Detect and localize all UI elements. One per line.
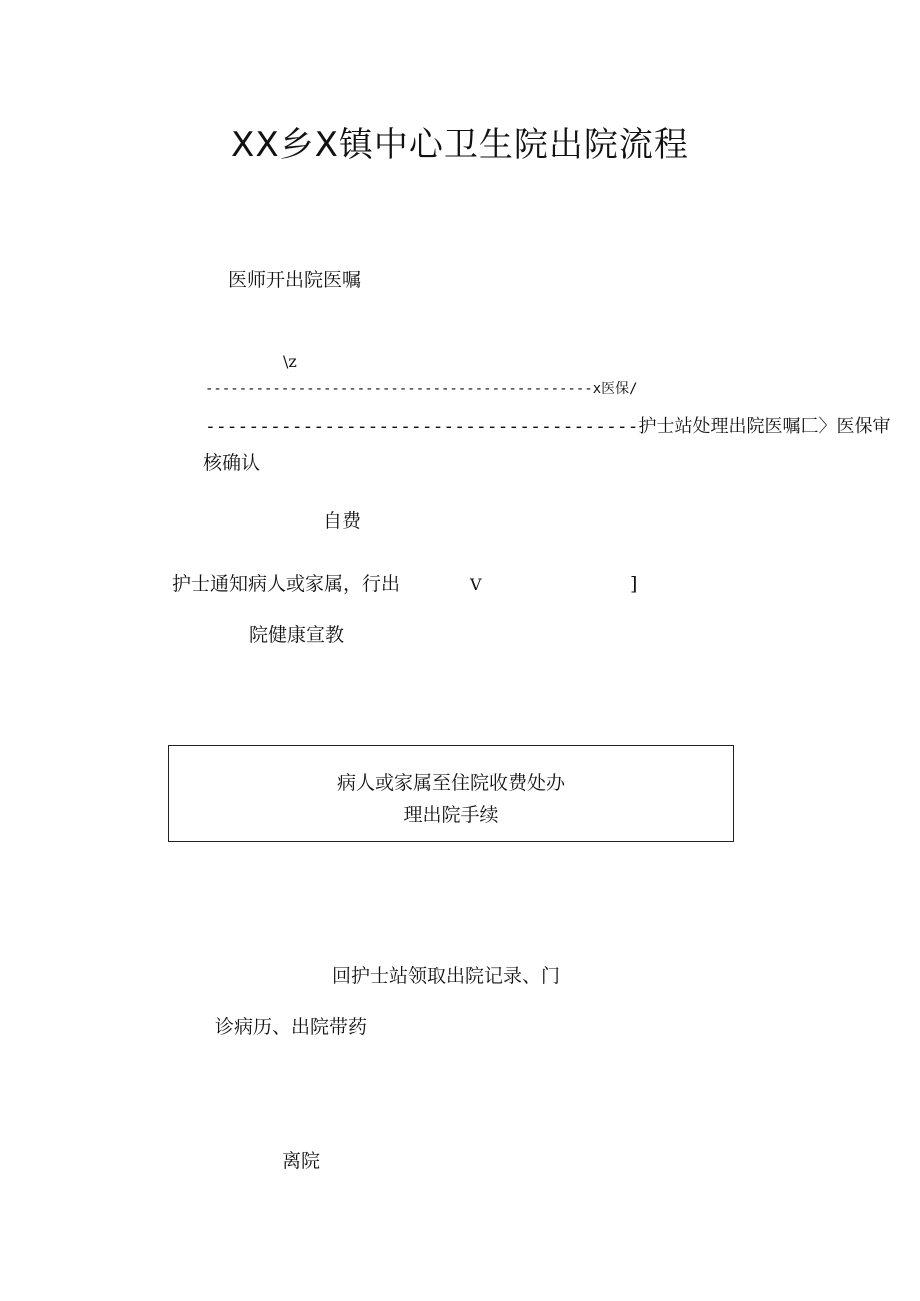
step-notify-family-cont: 院健康宣教 <box>249 624 345 646</box>
page-title: XX乡X镇中心卫生院出院流程 <box>231 125 689 165</box>
notify-mark-bracket: ] <box>630 573 638 595</box>
billing-box <box>168 745 734 842</box>
nurse-station-line: ----------------------------------------护士站处理出院医嘱匚〉医保审 <box>205 416 891 437</box>
step-collect-records-cont: 诊病历、出院带药 <box>215 1016 368 1038</box>
arrow-mark: \z <box>283 352 297 371</box>
notify-mark-v: V <box>470 575 482 594</box>
billing-box-line2: 理出院手续 <box>403 804 499 826</box>
step-doctor-order: 医师开出院医嘱 <box>228 269 362 291</box>
nurse-station-cont: 核确认 <box>203 452 261 474</box>
self-pay-label: 自费 <box>323 510 362 532</box>
step-notify-family: 护士通知病人或家属，行出 <box>172 573 401 595</box>
step-discharge: 离院 <box>282 1150 321 1172</box>
insurance-branch-line: ----------------------------------------------x医保/ <box>205 381 638 397</box>
step-collect-records: 回护士站领取出院记录、门 <box>332 965 561 987</box>
billing-box-line1: 病人或家属至住院收费处办 <box>336 772 565 794</box>
